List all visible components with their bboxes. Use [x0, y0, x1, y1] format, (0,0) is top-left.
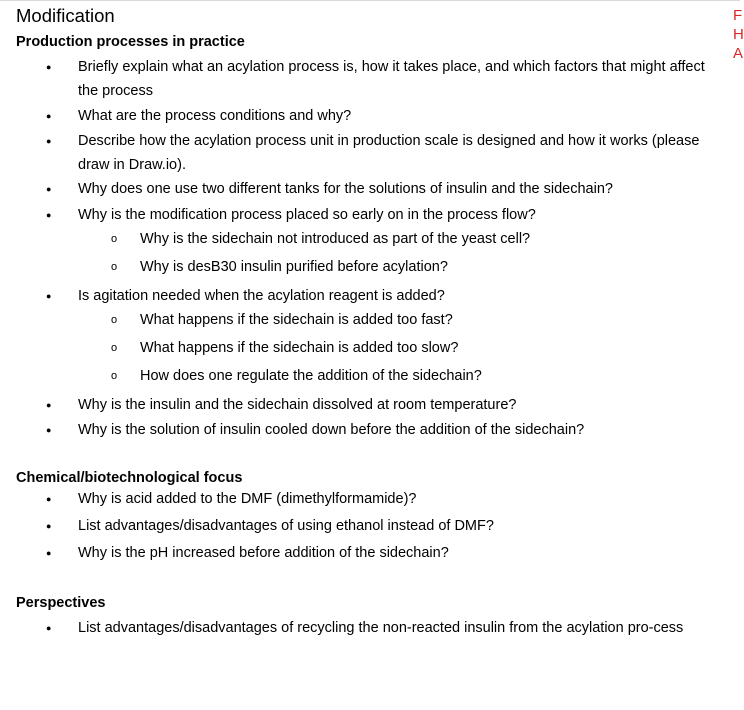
section-heading-production: Production processes in practice [16, 34, 245, 50]
list-item: ● Why is the insulin and the sidechain dissolved at room temperature? [78, 393, 728, 417]
sub-list-item: o What happens if the sidechain is added too slow? [140, 336, 730, 360]
sub-list-item: o What happens if the sidechain is added too fast? [140, 308, 730, 332]
list-item: ● Why does one use two different tanks for the solutions of insulin and the sidechain? [78, 177, 728, 201]
list-item: ● List advantages/disadvantages of recycling the non-reacted insulin from the acylation pro-cess [78, 616, 728, 640]
margin-comment-marks [733, 6, 744, 63]
sub-list-item: o Why is the sidechain not introduced as part of the yeast cell? [140, 227, 730, 251]
sub-list-item: o How does one regulate the addition of the sidechain? [140, 364, 730, 388]
section-heading-chemical: Chemical/biotechnological focus [16, 470, 243, 486]
margin-mark: F [733, 7, 743, 24]
sub-list-item: o Why is desB30 insulin purified before acylation? [140, 255, 730, 279]
list-item: ● Describe how the acylation process unit in production scale is designed and how it works (please draw in Draw.io). [78, 129, 728, 177]
list-item: ● List advantages/disadvantages of using ethanol instead of DMF? [78, 514, 728, 538]
page-top-border [0, 0, 740, 1]
list-item: ● Why is the pH increased before addition of the sidechain? [78, 541, 728, 565]
page-title: Modification [16, 5, 115, 26]
section-heading-perspectives: Perspectives [16, 595, 106, 611]
list-item: ● Why is acid added to the DMF (dimethylformamide)? [78, 487, 728, 511]
list-item: ● Briefly explain what an acylation process is, how it takes place, and which factors that might affect the process [78, 55, 728, 103]
list-item: ● What are the process conditions and why? [78, 104, 728, 128]
margin-mark: H [733, 26, 744, 43]
list-item: ● Is agitation needed when the acylation reagent is added? [78, 284, 728, 308]
list-item: ● Why is the modification process placed so early on in the process flow? [78, 203, 728, 227]
list-item: ● Why is the solution of insulin cooled down before the addition of the sidechain? [78, 418, 728, 442]
margin-mark: A [733, 45, 744, 62]
